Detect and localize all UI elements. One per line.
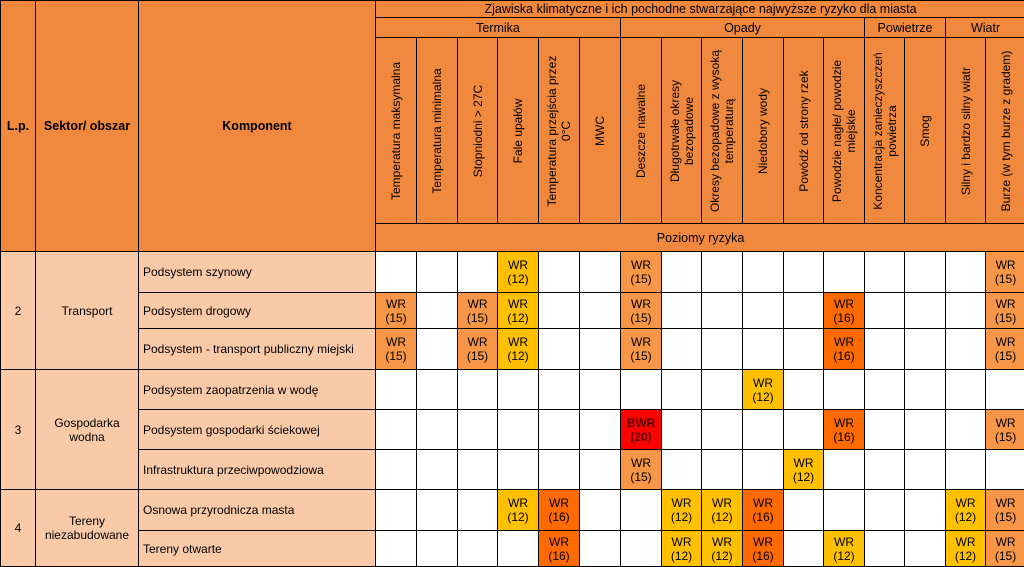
risk-label: WR (743, 376, 783, 390)
table-row (1, 490, 1024, 531)
risk-cell (539, 252, 580, 293)
table-row (1, 252, 1024, 293)
risk-value: (15) (376, 349, 416, 363)
risk-cell (539, 370, 580, 410)
phenomenon-label: Fale upałów (511, 47, 525, 215)
risk-cell (539, 531, 580, 567)
risk-label: WR (824, 335, 864, 349)
risk-cell (946, 252, 986, 293)
risk-cell (621, 410, 662, 450)
risk-cell (376, 293, 417, 329)
group-header: Powietrze (865, 18, 946, 38)
risk-cell (376, 531, 417, 567)
risk-cell (662, 293, 702, 329)
risk-cell (417, 370, 458, 410)
risk-cell (865, 293, 905, 329)
phenomenon-header (417, 38, 458, 224)
risk-cell (824, 329, 865, 370)
risk-cell (743, 531, 784, 567)
risk-cell (824, 252, 865, 293)
phenomenon-header (458, 38, 498, 224)
risk-cell (621, 531, 662, 567)
risk-label: WR (498, 258, 538, 272)
risk-value: (15) (986, 549, 1024, 563)
risk-cell (905, 450, 946, 490)
phenomenon-label: Silny i bardzo silny wiatr (959, 47, 973, 215)
phenomenon-header (865, 38, 905, 224)
risk-cell (458, 329, 498, 370)
risk-label: WR (986, 535, 1024, 549)
risk-cell (702, 293, 743, 329)
risk-value: (12) (702, 549, 742, 563)
risk-cell (824, 370, 865, 410)
phenomenon-label: Burze (w tym burze z gradem) (999, 47, 1013, 215)
sector-header: Sektor/ obszar (36, 1, 139, 252)
risk-cell (824, 293, 865, 329)
sector-cell: Transport (36, 252, 139, 370)
component-cell: Podsystem drogowy (139, 293, 376, 329)
sector-cell: Gospodarka wodna (36, 370, 139, 490)
risk-cell (702, 370, 743, 410)
lp-cell: 3 (1, 370, 36, 490)
risk-cell (743, 490, 784, 531)
risk-label: WR (621, 297, 661, 311)
risk-cell (702, 252, 743, 293)
risk-cell (743, 370, 784, 410)
risk-cell (539, 410, 580, 450)
risk-label: WR (376, 335, 416, 349)
lp-cell: 2 (1, 252, 36, 370)
risk-value: (15) (986, 272, 1024, 286)
risk-cell (417, 252, 458, 293)
risk-value: (16) (743, 510, 783, 524)
risk-cell (580, 329, 621, 370)
component-cell: Podsystem gospodarki ściekowej (139, 410, 376, 450)
risk-cell (376, 490, 417, 531)
risk-cell (417, 293, 458, 329)
risk-cell (580, 410, 621, 450)
risk-cell (458, 293, 498, 329)
risk-cell (824, 531, 865, 567)
phenomenon-label: Okresy bezopadowe z wysoką temperaturą (708, 47, 736, 215)
risk-cell (580, 450, 621, 490)
risk-label: WR (662, 496, 701, 510)
risk-cell (498, 329, 539, 370)
risk-cell (784, 252, 824, 293)
risk-cell (662, 252, 702, 293)
risk-cell (784, 531, 824, 567)
risk-cell (702, 410, 743, 450)
phenomenon-header (376, 38, 417, 224)
risk-cell (662, 329, 702, 370)
risk-cell (580, 490, 621, 531)
risk-cell (376, 450, 417, 490)
risk-cell (784, 370, 824, 410)
risk-cell (905, 293, 946, 329)
risk-cell (986, 490, 1024, 531)
risk-cell (905, 531, 946, 567)
risk-cell (621, 450, 662, 490)
risk-cell (580, 531, 621, 567)
phenomenon-label: Powódź od strony rzek (797, 47, 811, 215)
risk-cell (662, 410, 702, 450)
header-row-title (1, 1, 1024, 18)
risk-value: (15) (458, 349, 497, 363)
risk-value: (20) (621, 430, 661, 444)
risk-cell (417, 450, 458, 490)
risk-cell (458, 252, 498, 293)
risk-cell (662, 450, 702, 490)
risk-value: (16) (824, 430, 864, 444)
risk-label: WR (824, 297, 864, 311)
risk-value: (12) (702, 510, 742, 524)
risk-cell (498, 370, 539, 410)
risk-cell (539, 329, 580, 370)
risk-cell (905, 252, 946, 293)
phenomenon-label: Temperatura minimalna (430, 47, 444, 215)
risk-label: WR (986, 335, 1024, 349)
phenomenon-label: Długotrwałe okresy bezopadowe (668, 47, 696, 215)
risk-cell (946, 370, 986, 410)
table-row (1, 329, 1024, 370)
risk-cell (498, 293, 539, 329)
component-cell: Podsystem - transport publiczny miejski (139, 329, 376, 370)
risk-cell (580, 252, 621, 293)
phenomenon-label: Stopniodni > 27C (471, 47, 485, 215)
table-row (1, 293, 1024, 329)
phenomenon-header (498, 38, 539, 224)
risk-cell (539, 490, 580, 531)
risk-cell (784, 450, 824, 490)
risk-label: WR (824, 535, 864, 549)
risk-cell (946, 450, 986, 490)
phenomenon-label: Temperatura przejścia przez 0°C (545, 47, 573, 215)
risk-value: (15) (458, 311, 497, 325)
table-row (1, 410, 1024, 450)
risk-label: BWR (621, 416, 661, 430)
risk-value: (12) (662, 510, 701, 524)
risk-label: WR (986, 258, 1024, 272)
risk-cell (417, 329, 458, 370)
risk-cell (376, 252, 417, 293)
phenomenon-label: MWC (593, 47, 607, 215)
risk-label: WR (946, 496, 985, 510)
risk-label: WR (621, 335, 661, 349)
component-cell: Tereny otwarte (139, 531, 376, 567)
risk-label: WR (539, 496, 579, 510)
risk-value: (15) (621, 311, 661, 325)
phenomenon-label: Temperatura maksymalna (389, 47, 403, 215)
risk-cell (498, 531, 539, 567)
risk-label: WR (743, 496, 783, 510)
risk-cell (539, 293, 580, 329)
risk-cell (865, 410, 905, 450)
risk-cell (865, 370, 905, 410)
risk-label: WR (702, 496, 742, 510)
risk-cell (662, 531, 702, 567)
risk-cell (824, 490, 865, 531)
lp-header: L.p. (1, 1, 36, 252)
risk-label: WR (784, 456, 823, 470)
phenomenon-header (743, 38, 784, 224)
risk-cell (702, 531, 743, 567)
risk-value: (16) (743, 549, 783, 563)
table-row (1, 531, 1024, 567)
risk-cell (458, 531, 498, 567)
risk-cell (498, 252, 539, 293)
risk-cell (458, 450, 498, 490)
risk-cell (905, 490, 946, 531)
risk-label: WR (458, 297, 497, 311)
risk-cell (946, 490, 986, 531)
risk-cell (580, 370, 621, 410)
risk-cell (743, 450, 784, 490)
component-cell: Podsystem zaopatrzenia w wodę (139, 370, 376, 410)
risk-cell (621, 252, 662, 293)
phenomenon-header (986, 38, 1024, 224)
component-header: Komponent (139, 1, 376, 252)
risk-value: (12) (662, 549, 701, 563)
risk-cell (376, 329, 417, 370)
risk-cell (702, 450, 743, 490)
phenomenon-label: Deszcze nawalne (634, 47, 648, 215)
risk-cell (621, 329, 662, 370)
group-header: Termika (376, 18, 621, 38)
risk-label: WR (621, 456, 661, 470)
table-row (1, 450, 1024, 490)
risk-cell (662, 370, 702, 410)
risk-value: (15) (621, 349, 661, 363)
risk-label: WR (743, 535, 783, 549)
risk-value: (12) (946, 549, 985, 563)
risk-cell (743, 293, 784, 329)
risk-cell (458, 410, 498, 450)
risk-cell (865, 252, 905, 293)
risk-cell (865, 450, 905, 490)
component-cell: Infrastruktura przeciwpowodziowa (139, 450, 376, 490)
risk-cell (417, 531, 458, 567)
levels-header: Poziomy ryzyka (376, 224, 1024, 252)
risk-cell (743, 410, 784, 450)
risk-cell (824, 450, 865, 490)
lp-cell: 4 (1, 490, 36, 567)
phenomenon-label: Niedobory wody (756, 47, 770, 215)
risk-value: (15) (986, 430, 1024, 444)
risk-label: WR (498, 297, 538, 311)
risk-label: WR (986, 416, 1024, 430)
phenomenon-header (702, 38, 743, 224)
phenomenon-header (621, 38, 662, 224)
phenomenon-label: Koncentracja zanieczyszczeń powietrza (871, 47, 899, 215)
risk-cell (743, 329, 784, 370)
risk-cell (784, 293, 824, 329)
component-cell: Osnowa przyrodnicza masta (139, 490, 376, 531)
group-header: Wiatr (946, 18, 1024, 38)
risk-cell (621, 490, 662, 531)
risk-label: WR (621, 258, 661, 272)
risk-cell (784, 490, 824, 531)
risk-value: (15) (986, 510, 1024, 524)
risk-label: WR (702, 535, 742, 549)
risk-cell (784, 410, 824, 450)
risk-value: (12) (498, 510, 538, 524)
phenomena-title: Zjawiska klimatyczne i ich pochodne stwarzające najwyższe ryzyko dla miasta (376, 1, 1024, 18)
risk-value: (16) (539, 510, 579, 524)
component-cell: Podsystem szynowy (139, 252, 376, 293)
risk-label: WR (986, 297, 1024, 311)
risk-value: (12) (743, 390, 783, 404)
risk-label: WR (376, 297, 416, 311)
phenomenon-header (580, 38, 621, 224)
phenomenon-header (946, 38, 986, 224)
risk-label: WR (498, 335, 538, 349)
risk-value: (15) (376, 311, 416, 325)
risk-cell (865, 531, 905, 567)
phenomenon-label: Powodzie nagłe/ powodzie miejskie (830, 47, 858, 215)
risk-label: WR (539, 535, 579, 549)
risk-cell (905, 370, 946, 410)
risk-value: (15) (986, 311, 1024, 325)
risk-cell (458, 490, 498, 531)
risk-cell (905, 329, 946, 370)
risk-label: WR (986, 496, 1024, 510)
risk-value: (16) (824, 311, 864, 325)
risk-cell (458, 370, 498, 410)
risk-cell (986, 531, 1024, 567)
risk-cell (743, 252, 784, 293)
risk-cell (621, 293, 662, 329)
risk-cell (702, 329, 743, 370)
risk-cell (662, 490, 702, 531)
risk-cell (417, 490, 458, 531)
risk-label: WR (662, 535, 701, 549)
risk-value: (12) (498, 311, 538, 325)
risk-cell (986, 252, 1024, 293)
risk-cell (986, 450, 1024, 490)
risk-label: WR (458, 335, 497, 349)
risk-cell (946, 329, 986, 370)
phenomenon-header (824, 38, 865, 224)
risk-cell (784, 329, 824, 370)
phenomenon-header (905, 38, 946, 224)
risk-label: WR (946, 535, 985, 549)
risk-cell (376, 370, 417, 410)
risk-cell (946, 293, 986, 329)
risk-value: (12) (824, 549, 864, 563)
sector-cell: Tereny niezabudowane (36, 490, 139, 567)
risk-value: (12) (498, 272, 538, 286)
risk-value: (12) (784, 470, 823, 484)
risk-cell (539, 450, 580, 490)
risk-label: WR (498, 496, 538, 510)
risk-cell (986, 293, 1024, 329)
risk-cell (946, 410, 986, 450)
risk-cell (498, 490, 539, 531)
risk-cell (986, 410, 1024, 450)
risk-cell (824, 410, 865, 450)
risk-cell (865, 490, 905, 531)
risk-value: (15) (621, 272, 661, 286)
phenomenon-header (784, 38, 824, 224)
risk-cell (986, 329, 1024, 370)
phenomenon-label: Smog (918, 47, 932, 215)
risk-value: (12) (498, 349, 538, 363)
risk-value: (15) (986, 349, 1024, 363)
risk-label: WR (824, 416, 864, 430)
risk-cell (905, 410, 946, 450)
risk-cell (580, 293, 621, 329)
phenomenon-header (662, 38, 702, 224)
risk-cell (621, 370, 662, 410)
risk-cell (986, 370, 1024, 410)
risk-cell (702, 490, 743, 531)
risk-cell (946, 531, 986, 567)
risk-cell (865, 329, 905, 370)
risk-cell (376, 410, 417, 450)
risk-value: (12) (946, 510, 985, 524)
table-row (1, 370, 1024, 410)
risk-value: (16) (539, 549, 579, 563)
risk-cell (498, 410, 539, 450)
risk-value: (15) (621, 470, 661, 484)
phenomenon-header (539, 38, 580, 224)
risk-cell (498, 450, 539, 490)
group-header: Opady (621, 18, 865, 38)
risk-cell (417, 410, 458, 450)
risk-value: (16) (824, 349, 864, 363)
